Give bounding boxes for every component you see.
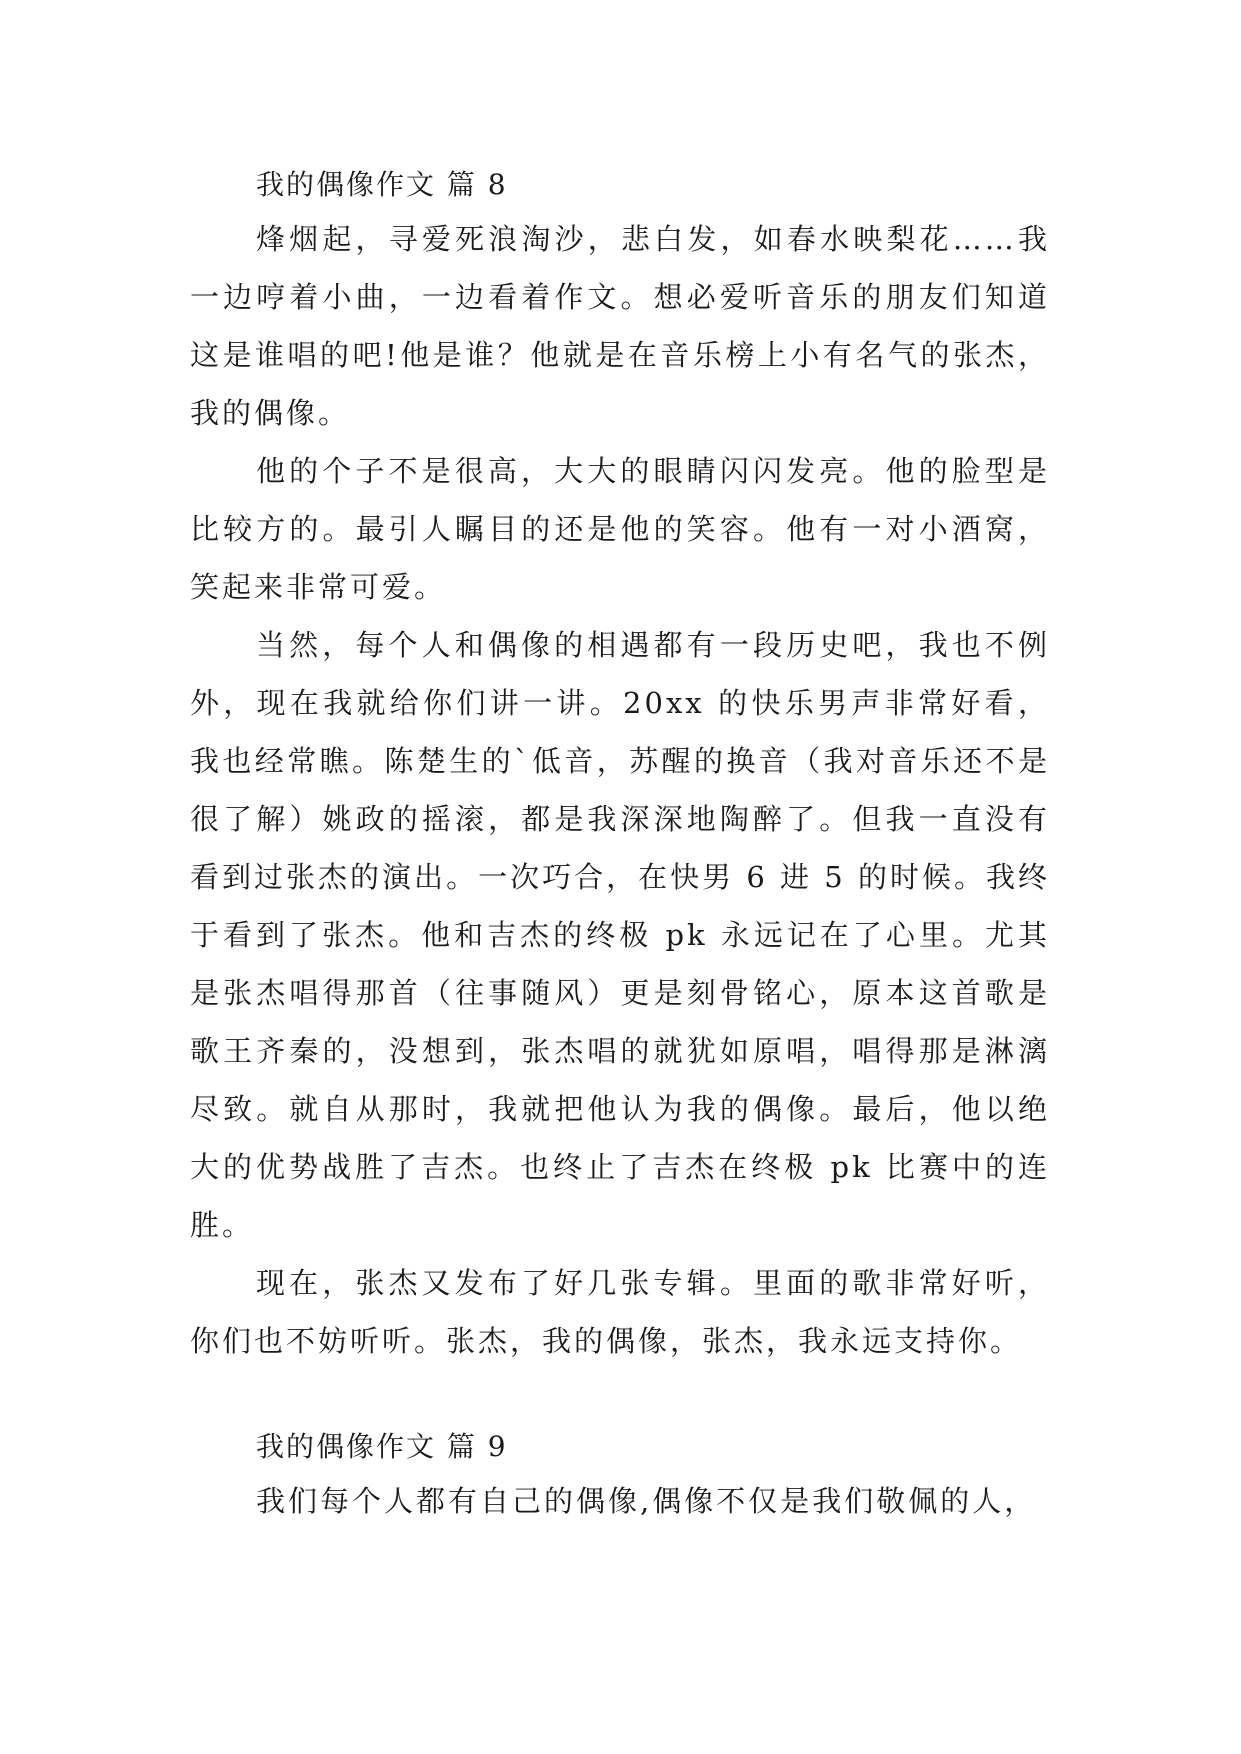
section-title: 我的偶像作文 篇 9 — [256, 1430, 508, 1463]
paragraph: 烽烟起，寻爱死浪淘沙，悲白发，如春水映梨花……我一边哼着小曲，一边看着作文。想必爱听音乐的朋友们知道这是谁唱的吧!他是谁？他就是在音乐榜上小有名气的张杰，我的偶像。 — [190, 222, 1050, 430]
paragraph: 现在，张杰又发布了好几张专辑。里面的歌非常好听，你们也不妨听听。张杰，我的偶像，张杰，我永远支持你。 — [190, 1266, 1050, 1358]
section-title: 我的偶像作文 篇 8 — [256, 168, 508, 201]
paragraph: 他的个子不是很高，大大的眼睛闪闪发亮。他的脸型是比较方的。最引人瞩目的还是他的笑容。他有一对小酒窝，笑起来非常可爱。 — [190, 454, 1050, 604]
paragraph: 我们每个人都有自己的偶像,偶像不仅是我们敬佩的人， — [256, 1484, 1037, 1518]
essay-section-8 — [190, 160, 1050, 1370]
section-spacer — [190, 1370, 1050, 1422]
essay-section-9 — [190, 1422, 1050, 1530]
paragraph: 当然，每个人和偶像的相遇都有一段历史吧，我也不例外，现在我就给你们讲一讲。20xx 的快乐男声非常好看，我也经常瞧。陈楚生的`低音，苏醒的换音（我对音乐还不是很了解）姚政的摇滚，都是我深深地陶醉了。但我一直没有看到过张杰的演出。一次巧合，在快男 6 进 5 的时候。我终于看到了张杰。他和吉杰的终极 pk 永远记在了心里。尤其是张杰唱得那首（往事随风）更是刻骨铭心，原本这首歌是歌王齐秦的，没想到，张杰唱的就犹如原唱，唱得那是淋漓尽致。就自从那时，我就把他认为我的偶像。最后，他以绝大的优势战胜了吉杰。也终止了吉杰在终极 pk 比赛中的连胜。 — [190, 628, 1050, 1242]
document-body — [190, 160, 1050, 1530]
